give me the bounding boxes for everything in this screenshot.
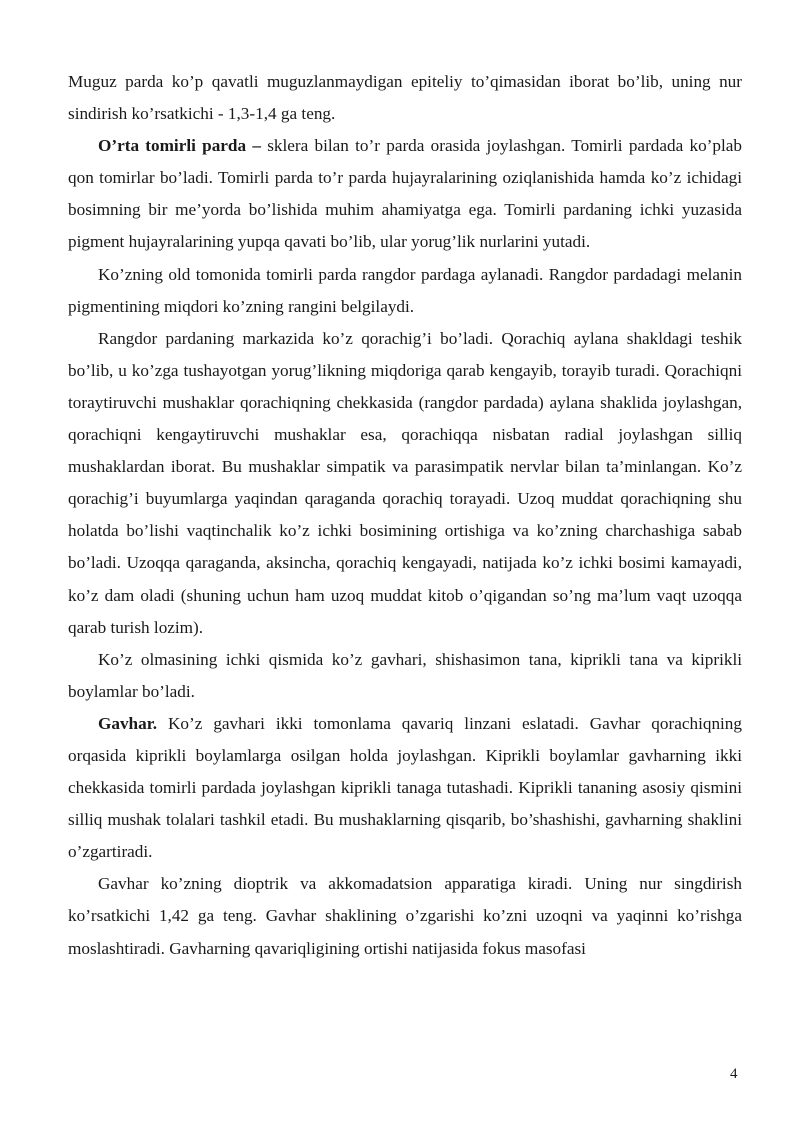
- paragraph-iris: [68, 259, 742, 323]
- paragraph-heading: Gavhar.: [98, 713, 158, 733]
- paragraph-text: Muguz parda ko’p qavatli muguzlanmaydigan epiteliy to’qimasidan iborat bo’lib, uning nur sindirish ko’rsatkichi - 1,3-1,4 ga teng.: [68, 72, 742, 124]
- paragraph-lens: [68, 708, 742, 868]
- paragraph-text: Ko’z gavhari ikki tomonlama qavariq linzani eslatadi. Gavhar qorachiqning orqasida kiprikli boylamlarga osilgan holda joylashgan. Kiprikli boylamlar gavharning ikki chekkasida tomirli pardada joylashgan kiprikli tanaga tutashadi. Kiprikli tananing asosiy qismini silliq mushak tolalari tashkil etadi. Bu mushaklarning qisqarib, bo’shashishi, gavharning shaklini o’zgartiradi.: [68, 713, 742, 862]
- paragraph-text: sklera bilan to’r parda orasida joylashgan. Tomirli pardada ko’plab qon tomirlar bo’ladi. Tomirli parda to’r parda hujayralarining oziqlanishida hamda ko’z ichidagi bosimning bir me’yorda bo’lishida muhim ahamiyatga ega. Tomirli pardaning ichki yuzasida pigment hujayralarining yupqa qavati bo’lib, ular yorug’lik nurlarini yutadi.: [68, 136, 742, 252]
- paragraph-inner-parts: [68, 644, 742, 708]
- paragraph-cornea-continuation: [68, 66, 742, 130]
- paragraph-choroid: [68, 130, 742, 258]
- paragraph-lens-optics: [68, 868, 742, 964]
- paragraph-heading: O’rta tomirli parda –: [98, 136, 261, 156]
- paragraph-text: Gavhar ko’zning dioptrik va akkomadatsion apparatiga kiradi. Uning nur singdirish ko’rsatkichi 1,42 ga teng. Gavhar shaklining o’zgarishi ko’zni uzoqni va yaqinni ko’rishga moslashtiradi. Gavharning qavariqligining ortishi natijasida fokus masofasi: [68, 874, 742, 958]
- page-number: 4: [730, 1066, 738, 1082]
- paragraph-text: Ko’z olmasining ichki qismida ko’z gavhari, shishasimon tana, kiprikli tana va kiprikli boylamlar bo’ladi.: [68, 649, 742, 701]
- document-body: [68, 66, 742, 965]
- paragraph-pupil: [68, 323, 742, 644]
- paragraph-text: Ko’zning old tomonida tomirli parda rangdor pardaga aylanadi. Rangdor pardadagi melanin pigmentining miqdori ko’zning rangini belgilaydi.: [68, 264, 742, 316]
- paragraph-text: Rangdor pardaning markazida ko’z qorachig’i bo’ladi. Qorachiq aylana shakldagi teshik bo’lib, u ko’zga tushayotgan yorug’likning miqdoriga qarab kengayib, torayib turadi. Qorachiqni toraytiruvchi mushaklar qorachiqning chekkasida (rangdor pardada) aylana shaklida joylashgan, qorachiqni kengaytiruvchi mushaklar esa, qorachiqqa nisbatan radial joylashgan silliq mushaklardan iborat. Bu mushaklar simpatik va parasimpatik nervlar bilan ta’minlangan. Ko’z qorachig’i buyumlarga yaqindan qaraganda qorachiq torayadi. Uzoq muddat qorachiqning shu holatda bo’lishi vaqtinchalik ko’z ichki bosimining ortishiga va ko’zning charchashiga sabab bo’ladi. Uzoqqa qaraganda, aksincha, qorachiq kengayadi, natijada ko’z ichki bosimi kamayadi, ko’z dam oladi (shuning uchun ham uzoq muddat kitob o’qigandan so’ng ma’lum vaqt uzoqqa qarab turish lozim).: [68, 328, 742, 637]
